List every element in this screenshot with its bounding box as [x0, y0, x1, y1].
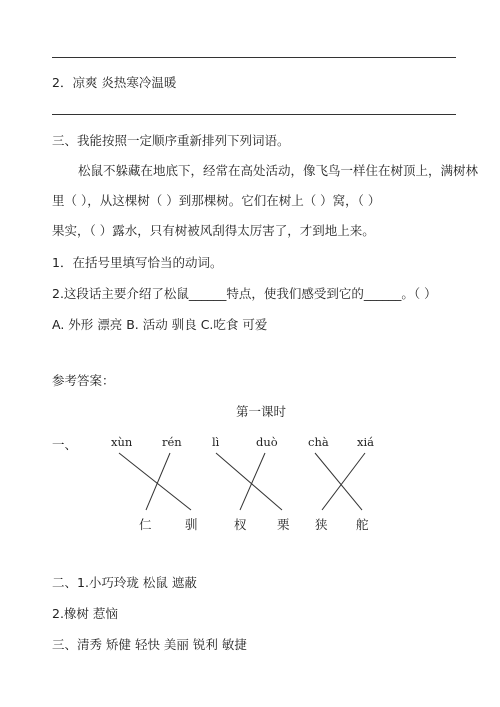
pinyin-label: xùn — [111, 435, 133, 449]
character-label: 狭 — [315, 517, 328, 532]
pinyin-label: lì — [212, 435, 220, 449]
answer-3: 三、清秀 矫健 轻快 美丽 锐利 敏捷 — [52, 637, 247, 652]
matching-line — [315, 453, 362, 510]
question-2-words: 2．凉爽 炎热寒冷温暖 — [52, 75, 177, 90]
answer-2-1: 二、1.小巧玲珑 松鼠 遮蔽 — [52, 575, 197, 590]
pinyin-label: duò — [256, 435, 278, 449]
pinyin-label: chà — [308, 435, 329, 449]
lesson-title: 第一课时 — [236, 404, 287, 419]
character-label: 杈 — [234, 517, 247, 532]
passage-line-3: 果实，（ ）露水，只有树被风刮得太厉害了，才到地上来。 — [52, 223, 375, 238]
section-3-title: 三、我能按照一定顺序重新排列下列词语。 — [52, 133, 290, 148]
passage-line-2: 里（ ），从这棵树（ ）到那棵树。它们在树上（ ）窝，（ ） — [52, 193, 381, 208]
matching-line — [146, 453, 170, 510]
matching-label: 一、 — [52, 437, 78, 452]
passage-line-1: 松鼠不躲藏在地底下，经常在高处活动，像飞鸟一样住在树顶上，满树林 — [78, 163, 479, 178]
matching-line — [216, 453, 282, 510]
item-2-options: A. 外形 漂亮 B. 活动 驯良 C.吃食 可爱 — [52, 317, 268, 332]
character-label: 仁 — [139, 517, 152, 532]
answer-key-title: 参考答案： — [52, 373, 115, 388]
matching-line — [322, 453, 365, 510]
answer-2-2: 2.橡树 惹恼 — [52, 606, 118, 621]
character-label: 栗 — [277, 517, 290, 532]
matching-line — [240, 453, 265, 510]
character-label: 驯 — [185, 517, 198, 532]
pinyin-label: xiá — [357, 435, 375, 449]
matching-line — [119, 453, 191, 510]
item-1: 1．在括号里填写恰当的动词。 — [52, 255, 223, 270]
item-2: 2.这段话主要介绍了松鼠______特点，使我们感受到它的______。（ ） — [52, 286, 437, 301]
character-label: 舵 — [356, 517, 369, 532]
pinyin-label: rén — [162, 435, 182, 449]
